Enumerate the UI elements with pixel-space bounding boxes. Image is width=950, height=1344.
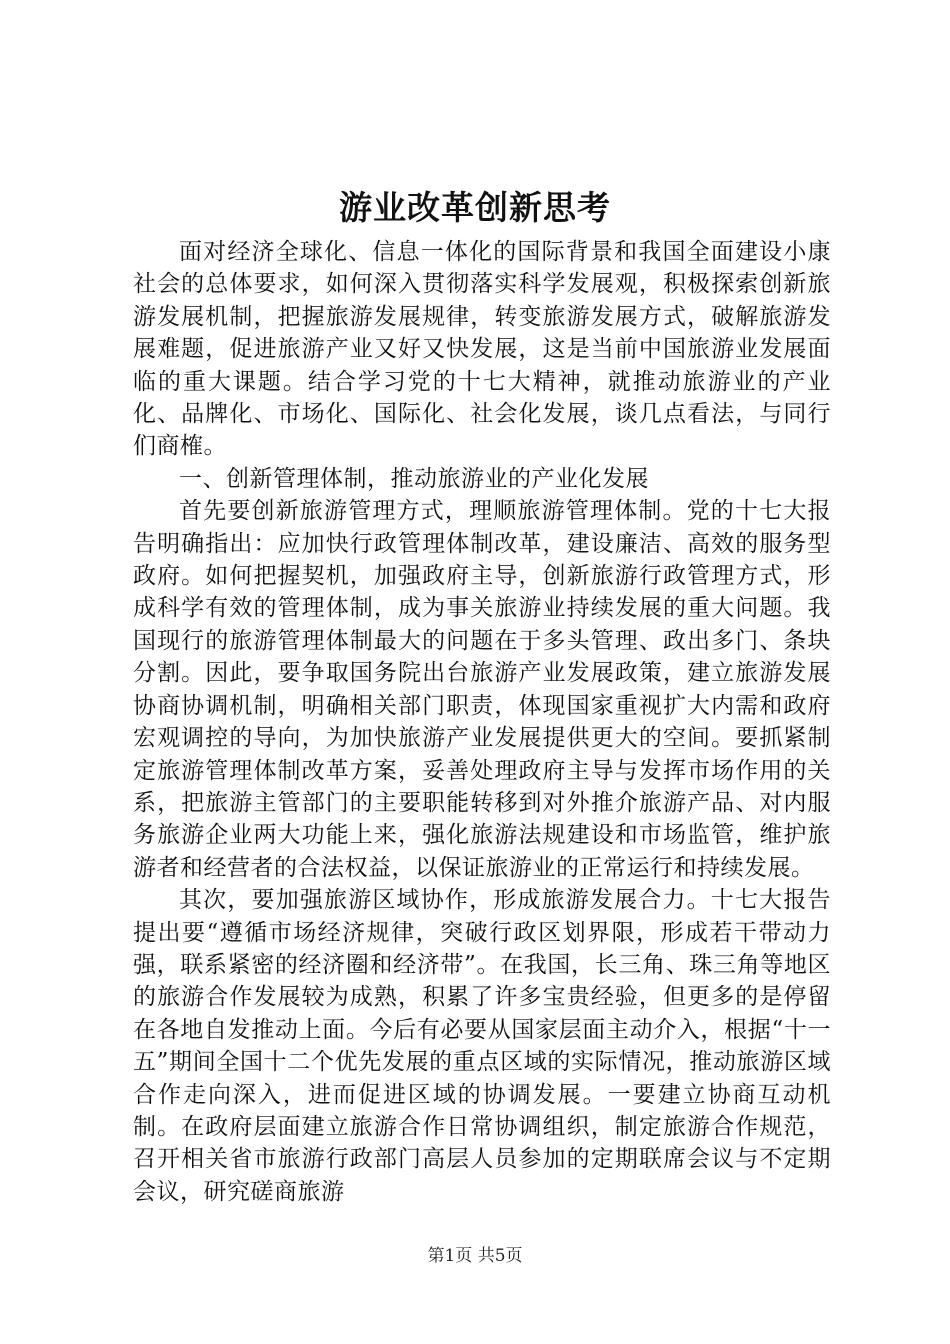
paragraph-management: 首先要创新旅游管理方式，理顺旅游管理体制。党的十七大报告明确指出：应加快行政管理体制改革，建设廉洁、高效的服务型政府。如何把握契机，加强政府主导，创新旅游行政管理方式，形成科学有效的管理体制，成为事关旅游业持续发展的重大问题。我国现行的旅游管理体制最大的问题在于多头管理、政出多门、条块分割。因此，要争取国务院出台旅游产业发展政策，建立旅游发展协商协调机制，明确相关部门职责，体现国家重视扩大内需和政府宏观调控的导向，为加快旅游产业发展提供更大的空间。要抓紧制定旅游管理体制改革方案，妥善处理政府主导与发挥市场作用的关系，把旅游主管部门的主要职能转移到对外推介旅游产品、对内服务旅游企业两大功能上来，强化旅游法规建设和市场监管，维护旅游者和经营者的合法权益，以保证旅游业的正常运行和持续发展。 — [133, 498, 831, 881]
document-body — [133, 236, 831, 1208]
paragraph-regional: 其次，要加强旅游区域协作，形成旅游发展合力。十七大报告提出要“遵循市场经济规律，突破行政区划界限，形成若干带动力强，联系紧密的经济圈和经济带”。在我国，长三角、珠三角等地区的旅游合作发展较为成熟，积累了许多宝贵经验，但更多的是停留在各地自发推动上面。今后有必要从国家层面主动介入，根据“十一五”期间全国十二个优先发展的重点区域的实际情况，推动旅游区域合作走向深入，进而促进区域的协调发展。一要建立协商互动机制。在政府层面建立旅游合作日常协调组织，制定旅游合作规范，召开相关省市旅游行政部门高层人员参加的定期联席会议与不定期会议，研究磋商旅游 — [133, 887, 831, 1205]
document-title: 游业改革创新思考 — [339, 188, 611, 227]
paragraph-intro: 面对经济全球化、信息一体化的国际背景和我国全面建设小康社会的总体要求，如何深入贯彻落实科学发展观，积极探索创新旅游发展机制，把握旅游发展规律，转变旅游发展方式，破解旅游发展难题，促进旅游产业又好又快发展，这是当前中国旅游业发展面临的重大课题。结合学习党的十七大精神，就推动旅游业的产业化、品牌化、市场化、国际化、社会化发展，谈几点看法，与同行们商榷。 — [133, 239, 831, 460]
page-footer: 第1页 共5页 — [427, 1246, 523, 1266]
section-heading-1: 一、创新管理体制，推动旅游业的产业化发展 — [179, 465, 649, 492]
